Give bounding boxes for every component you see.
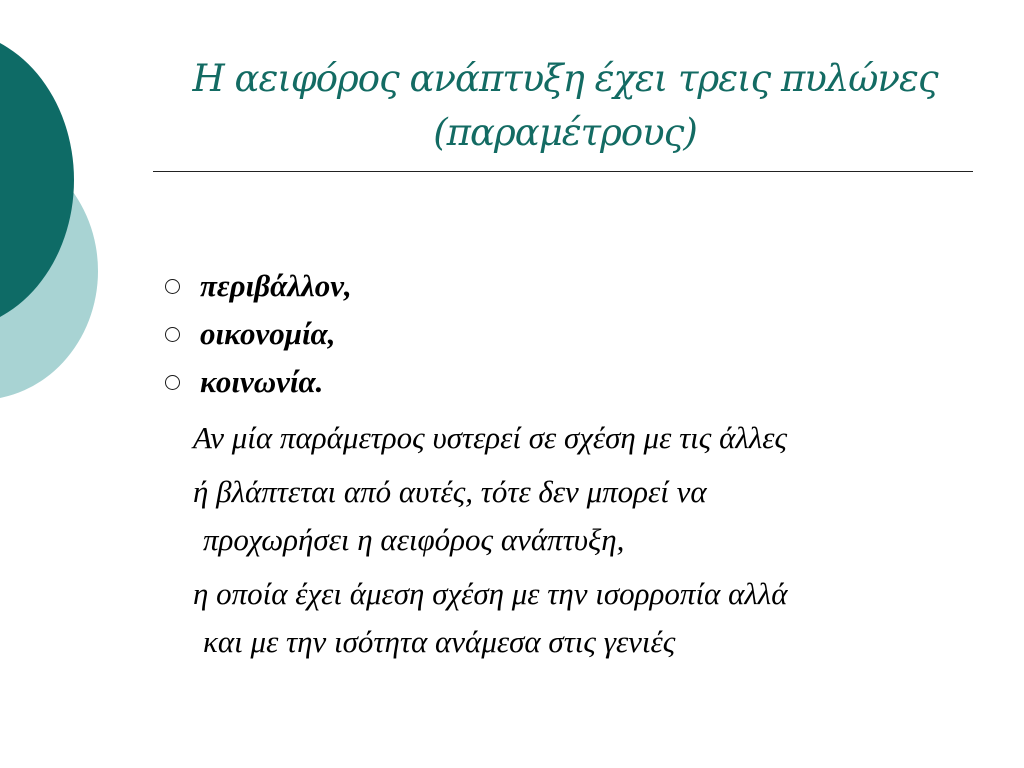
hollow-circle-bullet-icon <box>165 375 180 390</box>
bullet-item-environment <box>165 262 352 310</box>
paragraph-line: και με την ισότητα ανάμεσα στις γενιές <box>203 624 676 659</box>
title-divider <box>153 171 973 172</box>
title-line-1: Η αειφόρος ανάπτυξη έχει τρεις πυλώνες <box>192 57 938 100</box>
title-line-2: (παραμέτρους) <box>433 111 697 154</box>
paragraph <box>193 570 983 666</box>
paragraph-line: ή βλάπτεται από αυτές, τότε δεν μπορεί να <box>193 474 707 509</box>
paragraph-line: η οποία έχει άμεση σχέση με την ισορροπία αλλά <box>193 576 788 611</box>
hollow-circle-bullet-icon <box>165 279 180 294</box>
hollow-circle-bullet-icon <box>165 327 180 342</box>
bullet-list <box>165 262 352 406</box>
bullet-text: οικονομία, <box>200 316 336 351</box>
paragraph-line: Αν μία παράμετρος υστερεί σε σχέση με τις άλλες <box>193 420 788 455</box>
bullet-item-society <box>165 358 352 406</box>
slide-title <box>150 52 980 160</box>
bullet-text: περιβάλλον, <box>200 268 352 303</box>
bullet-item-economy <box>165 310 352 358</box>
body-text <box>193 414 983 666</box>
paragraph <box>193 468 983 564</box>
bullet-text: κοινωνία. <box>200 364 324 399</box>
paragraph <box>193 414 983 462</box>
paragraph-line: προχωρήσει η αειφόρος ανάπτυξη, <box>203 522 625 557</box>
